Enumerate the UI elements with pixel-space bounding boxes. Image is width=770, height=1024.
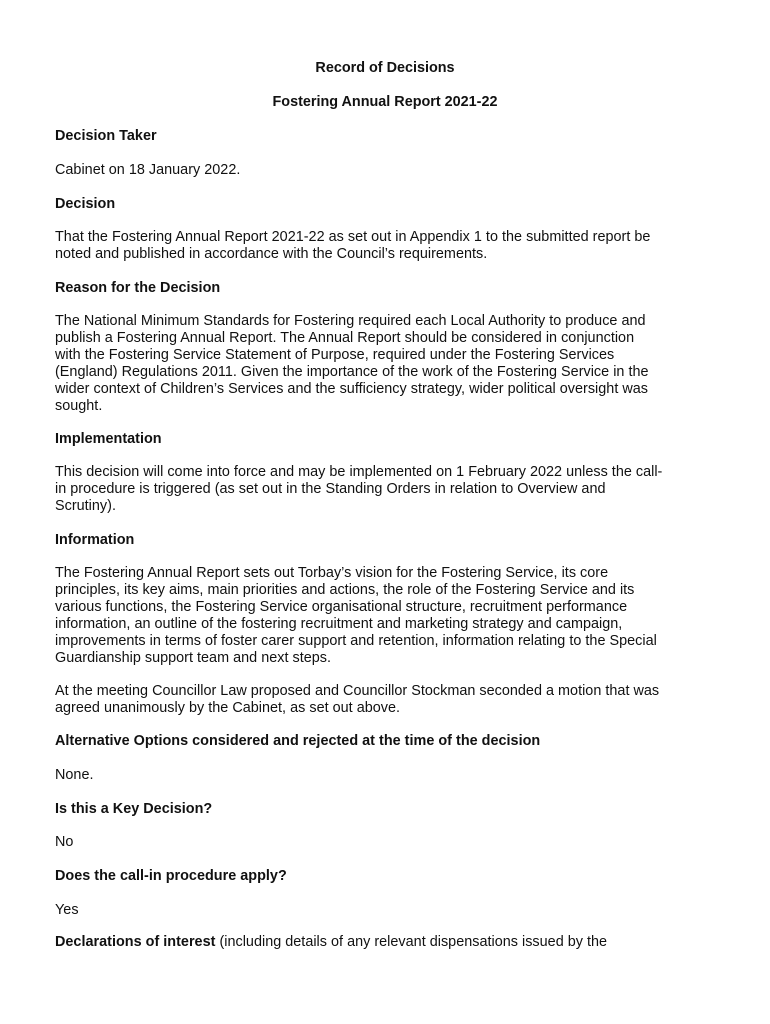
text-line: Scrutiny). xyxy=(55,497,116,514)
text-line: improvements in terms of foster carer support and retention, information relating to the Special xyxy=(55,632,657,649)
heading-implementation: Implementation xyxy=(55,431,162,447)
text-call-in: Yes xyxy=(55,902,79,918)
heading-decision-taker: Decision Taker xyxy=(55,128,157,144)
text-line: information, an outline of the fostering recruitment and marketing strategy and campaign, xyxy=(55,615,623,632)
text-alternatives: None. xyxy=(55,767,94,783)
text-information-motion xyxy=(55,683,715,717)
heading-alternatives: Alternative Options considered and rejected at the time of the decision xyxy=(55,733,541,749)
text-line: with the Fostering Service Statement of Purpose, required under the Fostering Services xyxy=(55,346,615,363)
text-line: in procedure is triggered (as set out in the Standing Orders in relation to Overview and xyxy=(55,480,606,497)
text-line: This decision will come into force and may be implemented on 1 February 2022 unless the call- xyxy=(55,464,663,480)
text-line: Guardianship support team and next steps. xyxy=(55,649,332,666)
text-line: (England) Regulations 2011. Given the importance of the work of the Fostering Service in the xyxy=(55,363,649,380)
text-reason xyxy=(55,313,715,414)
text-key-decision: No xyxy=(55,834,74,850)
text-decision xyxy=(55,229,715,263)
text-line: principles, its key aims, main priorities and actions, the role of the Fostering Service and its xyxy=(55,581,635,598)
text-line: noted and published in accordance with the Council’s requirements. xyxy=(55,245,488,262)
heading-information: Information xyxy=(55,532,135,548)
text-line: publish a Fostering Annual Report. The Annual Report should be considered in conjunction xyxy=(55,329,635,346)
text-decision-taker: Cabinet on 18 January 2022. xyxy=(55,162,241,178)
text-information xyxy=(55,565,715,666)
document-subtitle: Fostering Annual Report 2021-22 xyxy=(272,94,498,110)
text-line: At the meeting Councillor Law proposed and Councillor Stockman seconded a motion that was xyxy=(55,683,660,699)
text-line: That the Fostering Annual Report 2021-22 as set out in Appendix 1 to the submitted report be xyxy=(55,229,651,245)
heading-decision: Decision xyxy=(55,196,116,212)
document-title: Record of Decisions xyxy=(315,60,455,76)
declarations-note: (including details of any relevant dispensations issued by the xyxy=(215,934,608,950)
text-implementation xyxy=(55,464,715,515)
heading-call-in: Does the call-in procedure apply? xyxy=(55,868,287,884)
text-line: agreed unanimously by the Cabinet, as set out above. xyxy=(55,699,401,716)
text-line: wider context of Children’s Services and the sufficiency strategy, wider political oversight was xyxy=(55,380,649,397)
text-line: various functions, the Fostering Service organisational structure, recruitment performance xyxy=(55,598,628,615)
text-line: The Fostering Annual Report sets out Torbay’s vision for the Fostering Service, its core xyxy=(55,565,609,581)
text-declarations xyxy=(55,934,715,951)
text-line: The National Minimum Standards for Fostering required each Local Authority to produce and xyxy=(55,313,646,329)
heading-declarations: Declarations of interest xyxy=(55,934,216,950)
heading-reason: Reason for the Decision xyxy=(55,280,221,296)
text-line: sought. xyxy=(55,397,103,414)
heading-key-decision: Is this a Key Decision? xyxy=(55,801,213,817)
